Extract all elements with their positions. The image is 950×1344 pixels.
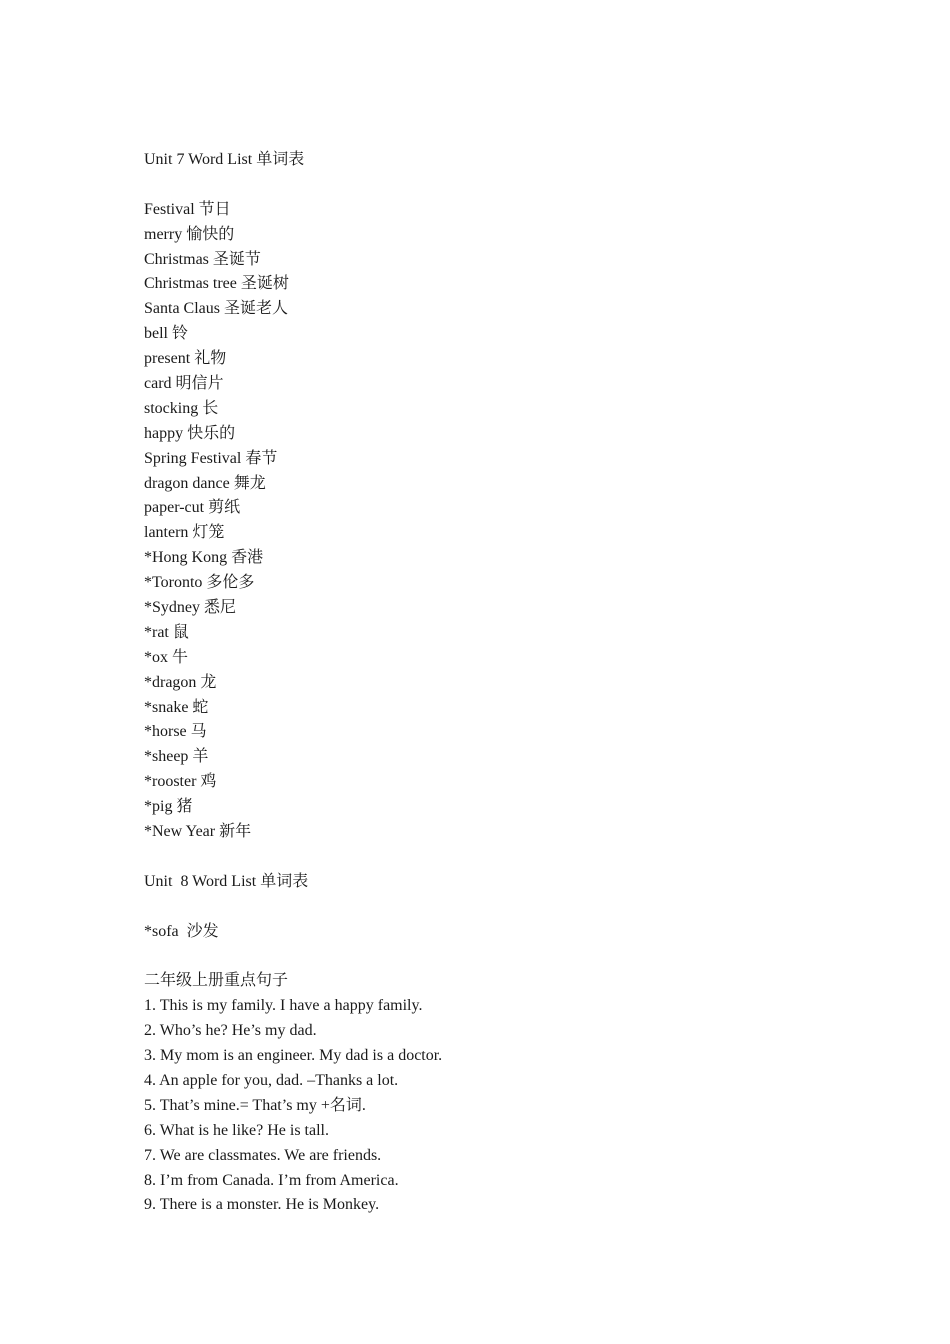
sentence-item: 2. Who’s he? He’s my dad.: [144, 1022, 317, 1040]
unit7-word-list: [144, 198, 844, 845]
spacer: [144, 845, 844, 870]
word-item: present 礼物: [144, 350, 227, 368]
word-item: *Toronto 多伦多: [144, 574, 255, 592]
unit8-heading: Unit 8 Word List 单词表: [144, 872, 309, 890]
sentence-item: 4. An apple for you, dad. –Thanks a lot.: [144, 1071, 399, 1089]
word-item: Festival 节日: [144, 200, 231, 218]
word-item: bell 铃: [144, 325, 188, 343]
word-item: dragon dance 舞龙: [144, 474, 266, 492]
sentence-item: 7. We are classmates. We are friends.: [144, 1146, 382, 1164]
word-item: Santa Claus 圣诞老人: [144, 300, 288, 318]
word-item: card 明信片: [144, 375, 224, 393]
sentence-item: 8. I’m from Canada. I’m from America.: [144, 1171, 399, 1189]
word-item: Christmas 圣诞节: [144, 250, 261, 268]
word-item: merry 愉快的: [144, 225, 235, 243]
word-item: *New Year 新年: [144, 823, 252, 841]
document-page: [144, 148, 844, 1218]
sentences-heading: 二年级上册重点句子: [144, 972, 289, 990]
word-item: Christmas tree 圣诞树: [144, 275, 289, 293]
word-item: *snake 蛇: [144, 698, 209, 716]
word-item: paper-cut 剪纸: [144, 499, 241, 517]
word-item: *sheep 羊: [144, 748, 209, 766]
unit8-word-list: [144, 920, 844, 945]
sentence-item: 5. That’s mine.= That’s my +名词.: [144, 1096, 366, 1114]
word-item: *horse 马: [144, 723, 207, 741]
sentence-item: 6. What is he like? He is tall.: [144, 1121, 329, 1139]
word-item: *ox 牛: [144, 648, 189, 666]
word-item: *Hong Kong 香港: [144, 549, 264, 567]
word-item: happy 快乐的: [144, 424, 236, 442]
word-item: stocking 长: [144, 399, 219, 417]
word-item: *rat 鼠: [144, 623, 189, 641]
word-item: *dragon 龙: [144, 673, 217, 691]
sentence-item: 1. This is my family. I have a happy family.: [144, 997, 423, 1015]
unit7-heading: Unit 7 Word List 单词表: [144, 151, 305, 168]
spacer: [144, 945, 844, 970]
word-item: *sofa 沙发: [144, 922, 219, 940]
word-item: *rooster 鸡: [144, 773, 217, 791]
sentence-item: 3. My mom is an engineer. My dad is a doctor.: [144, 1047, 443, 1065]
spacer: [144, 173, 844, 198]
word-item: Spring Festival 春节: [144, 449, 278, 467]
word-item: *pig 猪: [144, 798, 193, 816]
word-item: *Sydney 悉尼: [144, 599, 237, 617]
spacer: [144, 895, 844, 920]
word-item: lantern 灯笼: [144, 524, 225, 542]
key-sentences-list: [144, 994, 844, 1218]
sentence-item: 9. There is a monster. He is Monkey.: [144, 1196, 380, 1214]
